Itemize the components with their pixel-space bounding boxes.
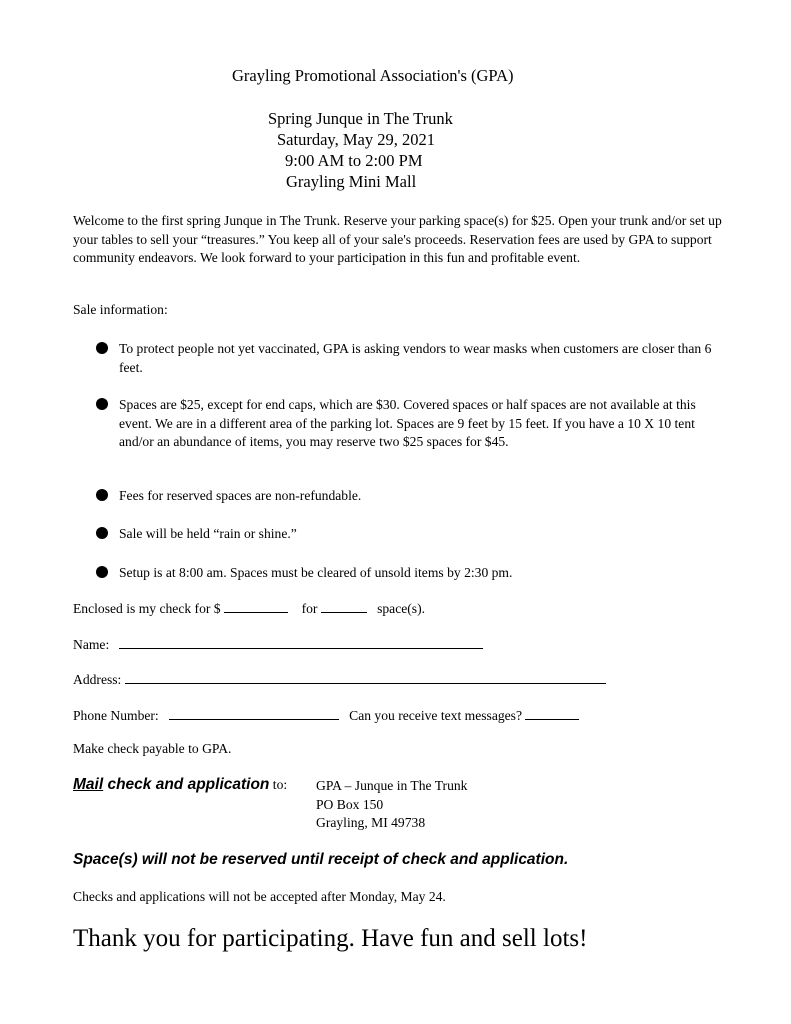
phone-label: Phone Number:	[73, 708, 159, 723]
payable-line: Make check payable to GPA.	[73, 741, 232, 756]
enclosed-prefix: Enclosed is my check for $	[73, 601, 221, 616]
bullet-item-rain: Sale will be held “rain or shine.”	[119, 526, 297, 541]
deadline-note: Checks and applications will not be accepted after Monday, May 24.	[73, 889, 446, 904]
enclosed-suffix: space(s).	[377, 601, 426, 616]
mail-address-line-2: PO Box 150	[316, 797, 384, 812]
bullet-dot	[96, 342, 108, 354]
name-label: Name:	[73, 637, 110, 652]
name-field[interactable]	[119, 634, 483, 649]
bullet-item-masks: To protect people not yet vaccinated, GPA is asking vendors to wear masks when customers are closer than 6 feet.	[119, 341, 712, 375]
bullet-item-setup: Setup is at 8:00 am. Spaces must be cleared of unsold items by 2:30 pm.	[119, 565, 513, 580]
mail-heading	[73, 776, 287, 794]
text-messages-field[interactable]	[525, 705, 579, 720]
address-label: Address:	[73, 672, 122, 687]
name-row	[73, 634, 483, 655]
reservation-notice: Space(s) will not be reserved until receipt of check and application.	[73, 851, 569, 868]
organization-title: Grayling Promotional Association's (GPA)	[232, 66, 514, 85]
bullet-dot	[96, 489, 108, 501]
bullet-item-fees: Fees for reserved spaces are non-refundable.	[119, 488, 362, 503]
phone-row	[73, 705, 579, 726]
enclosed-for: for	[301, 601, 318, 616]
event-location: Grayling Mini Mall	[286, 172, 417, 191]
mail-word: Mail	[73, 776, 104, 793]
address-row	[73, 669, 606, 690]
text-question: Can you receive text messages?	[349, 708, 523, 723]
event-date: Saturday, May 29, 2021	[277, 130, 435, 149]
enclosed-check-row	[73, 598, 425, 619]
space-count-field[interactable]	[321, 598, 367, 613]
bullet-item-spaces: Spaces are $25, except for end caps, which are $30. Covered spaces or half spaces are not available at this event. We are in a different area of the parking lot. Spaces are 9 feet by 15 feet. If you have a 10 X 10 tent and/or an abundance of items, you may reserve two $25 spaces for $45.	[119, 397, 696, 449]
bullet-dot	[96, 566, 108, 578]
mail-address-line-3: Grayling, MI 49738	[316, 815, 426, 830]
event-name: Spring Junque in The Trunk	[268, 109, 453, 128]
bullet-dot	[96, 398, 108, 410]
mail-heading-rest: check and application	[103, 776, 270, 793]
mail-heading-to: to:	[269, 777, 288, 792]
thank-you-message: Thank you for participating. Have fun and sell lots!	[73, 925, 588, 952]
event-time: 9:00 AM to 2:00 PM	[285, 151, 423, 170]
bullet-dot	[96, 527, 108, 539]
intro-paragraph: Welcome to the first spring Junque in The Trunk. Reserve your parking space(s) for $25. Open your trunk and/or set up your tables to sell your “treasures.” You keep all of your sale's proceeds. Reservation fees are used by GPA to support community endeavors. We look forward to your participation in this fun and profitable event.	[73, 213, 722, 265]
check-amount-field[interactable]	[224, 598, 288, 613]
phone-field[interactable]	[169, 705, 339, 720]
address-field[interactable]	[125, 669, 606, 684]
sale-info-label: Sale information:	[73, 302, 168, 317]
mail-address-line-1: GPA – Junque in The Trunk	[316, 778, 468, 793]
